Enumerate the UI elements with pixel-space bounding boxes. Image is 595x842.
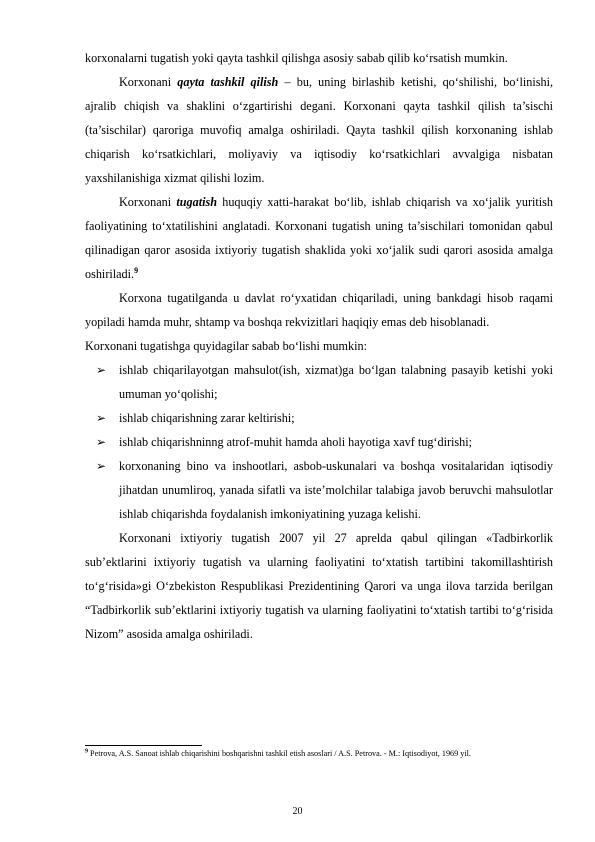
reasons-list (85, 358, 553, 526)
paragraph-deregistration: Korxona tugatilganda u davlat ro‘yxatidan chiqariladi, uning bankdagi hisob raqami yopiladi hamda muhr, shtamp va boshqa rekvizitlari haqiqiy emas deb hisoblanadi. (85, 291, 553, 329)
list-item-text: ishlab chiqarilayotgan mahsulot(ish, xizmat)ga bo‘lgan talabning pasayib ketishi yoki umuman yo‘qolishi; (119, 363, 553, 401)
paragraph-intro: korxonalarni tugatish yoki qayta tashkil qilishga asosiy sabab qilib ko‘rsatish mumkin. (85, 51, 508, 65)
list-item (85, 358, 553, 406)
list-item-text: ishlab chiqarishninng atrof-muhit hamda aholi hayotiga xavf tug‘dirishi; (119, 435, 473, 449)
page-number: 20 (292, 806, 303, 817)
list-item (85, 406, 553, 430)
term-liquidation: tugatish (176, 195, 218, 209)
list-item (85, 430, 553, 454)
paragraph-text: huquqiy xatti-harakat bo‘lib, ishlab chiqarish va xo‘jalik yuritish faoliyatining to‘xtatilishini anglatadi. Korxonani tugatish uning ta’sischilari tomonidan qabul qilinadigan qaror asosida ixtiyoriy tugatish shaklida yoki xo‘jalik sudi qarori asosida amalga oshiriladi. (85, 195, 554, 281)
paragraph-prefix: Korxonani (119, 75, 178, 89)
paragraph-liquidation (85, 190, 553, 286)
footnote-mark: 9 (85, 748, 88, 755)
paragraph-text: – bu, uning birlashib ketishi, qo‘shilishi, bo‘linishi, ajralib chiqish va shaklini o‘zgartirishi degani. Korxonani qayta tashkil qilish ta’sischi (ta’sischilar) qaroriga muvofiq amalga oshiriladi. Qayta tashkil qilish korxonaning ishlab chiqarish ko‘rsatkichlari, moliyaviy va iqtisodiy ko‘rsatkichlari avvalgiga nisbatan yaxshilanishiga xizmat qilishi lozim. (85, 75, 554, 185)
paragraph-voluntary-liquidation: Korxonani ixtiyoriy tugatish 2007 yil 27 aprelda qabul qilingan «Tadbirkorlik sub’ektlarini ixtiyoriy tugatish va ularning faoliyatini to‘xtatish tartibini takomillashtirish to‘g‘risida»gi O‘zbekiston Respublikasi Prezidentining Qarori va unga ilova tarzida berilgan “Tadbirkorlik sub’ektlarini ixtiyoriy tugatish va ularning faoliyatini to‘xtatish tartibi to‘g‘risida Nizom” asosida amalga oshiriladi. (85, 531, 553, 641)
footnote-divider (85, 745, 202, 746)
arrow-bullet-icon: ➢ (96, 411, 107, 425)
paragraph-reorganization (85, 70, 553, 190)
document-body (85, 46, 553, 646)
footnote (85, 748, 545, 759)
arrow-bullet-icon: ➢ (96, 363, 107, 377)
footnote-text: Petrova, A.S. Sanoat ishlab chiqarishini boshqarishni tashkil etish asoslari / A.S. Petrova. - M.: Iqtisodiyot, 1969 yil. (88, 749, 471, 758)
term-reorganization: qayta tashkil qilish (177, 75, 279, 89)
list-item (85, 454, 553, 526)
arrow-bullet-icon: ➢ (96, 459, 107, 473)
list-item-text: ishlab chiqarishning zarar keltirishi; (119, 411, 295, 425)
list-item-text: korxonaning bino va inshootlari, asbob-uskunalari va boshqa vositalaridan iqtisodiy jihatdan unumliroq, yanada sifatli va iste’molchilar talabiga javob beruvchi mahsulotlar ishlab chiqarishda foydalanish imkoniyatining yuzaga kelishi. (119, 459, 553, 521)
paragraph-prefix: Korxonani (119, 195, 177, 209)
paragraph-reasons-intro: Korxonani tugatishga quyidagilar sabab bo‘lishi mumkin: (85, 339, 367, 353)
arrow-bullet-icon: ➢ (96, 435, 107, 449)
footnote-reference[interactable]: 9 (134, 265, 139, 275)
